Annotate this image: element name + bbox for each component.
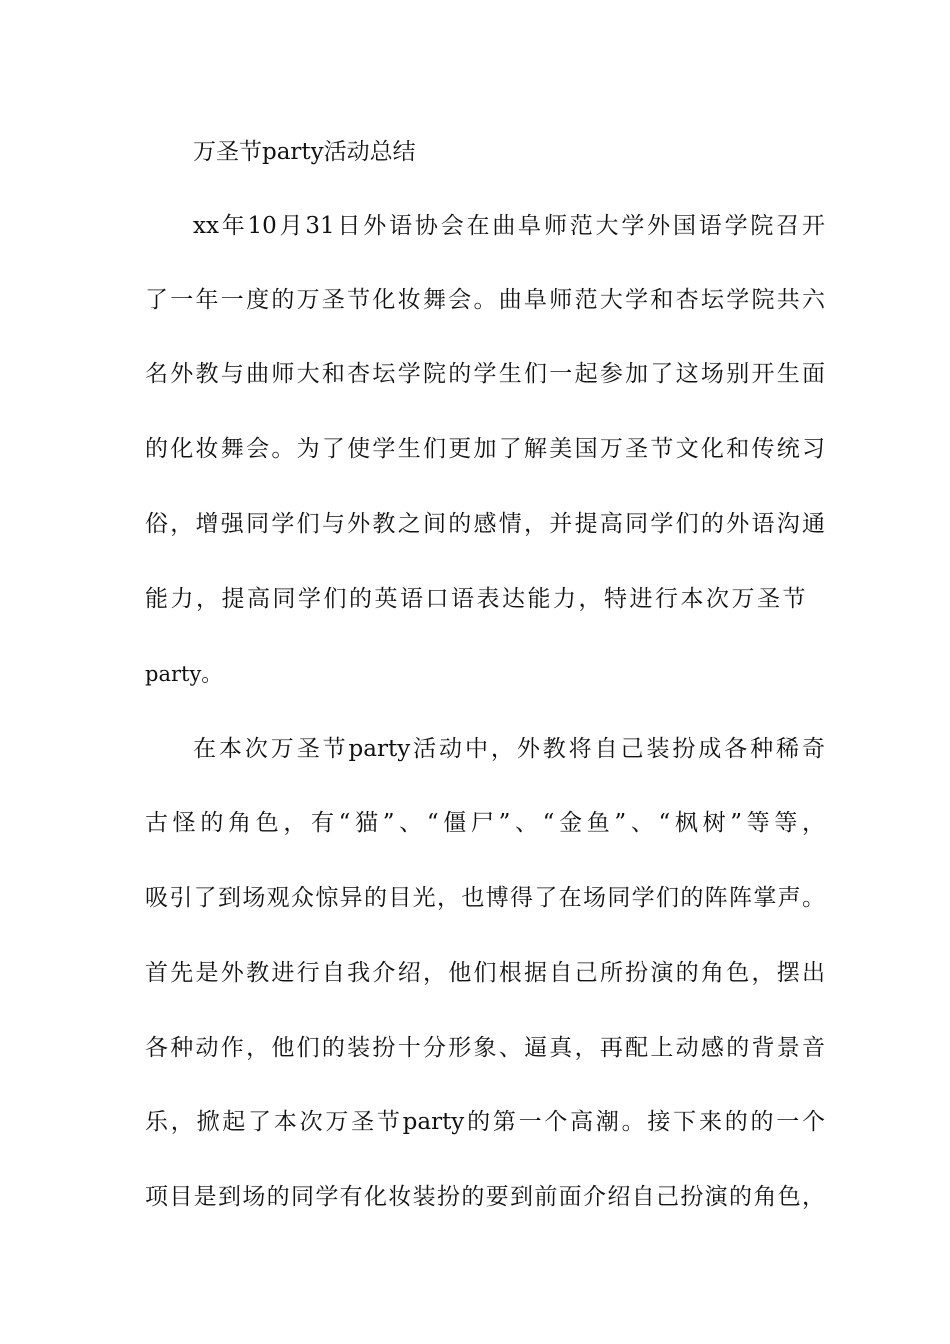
document-title: 万圣节party活动总结 bbox=[193, 139, 416, 165]
paragraph-line: 的化妆舞会。为了使学生们更加了解美国万圣节文化和传统习 bbox=[145, 436, 825, 462]
paragraph-line: 各种动作，他们的装扮十分形象、逼真，再配上动感的背景音 bbox=[145, 1035, 825, 1061]
paragraph-line: 名外教与曲师大和杏坛学院的学生们一起参加了这场别开生面 bbox=[145, 361, 825, 387]
paragraph-line: 首先是外教进行自我介绍，他们根据自己所扮演的角色，摆出 bbox=[145, 960, 825, 986]
paragraph-line: 在本次万圣节party活动中，外教将自己装扮成各种稀奇 bbox=[193, 736, 825, 762]
paragraph-line: 古怪的角色，有“猫”、“僵尸”、“金鱼”、“枫树”等等， bbox=[145, 810, 825, 836]
paragraph-line: 能力，提高同学们的英语口语表达能力，特进行本次万圣节 bbox=[145, 586, 808, 612]
paragraph-line: 吸引了到场观众惊异的目光，也博得了在场同学们的阵阵掌声。 bbox=[145, 885, 825, 911]
paragraph-line: 项目是到场的同学有化妆装扮的要到前面介绍自己扮演的角色， bbox=[145, 1184, 825, 1210]
paragraph-line: 俗，增强同学们与外教之间的感情，并提高同学们的外语沟通 bbox=[145, 511, 825, 537]
paragraph-line: xx年10月31日外语协会在曲阜师范大学外国语学院召开 bbox=[193, 213, 825, 239]
paragraph-line: party。 bbox=[145, 662, 223, 686]
paragraph-line: 乐，掀起了本次万圣节party的第一个高潮。接下来的的一个 bbox=[145, 1109, 825, 1135]
paragraph-line: 了一年一度的万圣节化妆舞会。曲阜师范大学和杏坛学院共六 bbox=[145, 287, 825, 313]
